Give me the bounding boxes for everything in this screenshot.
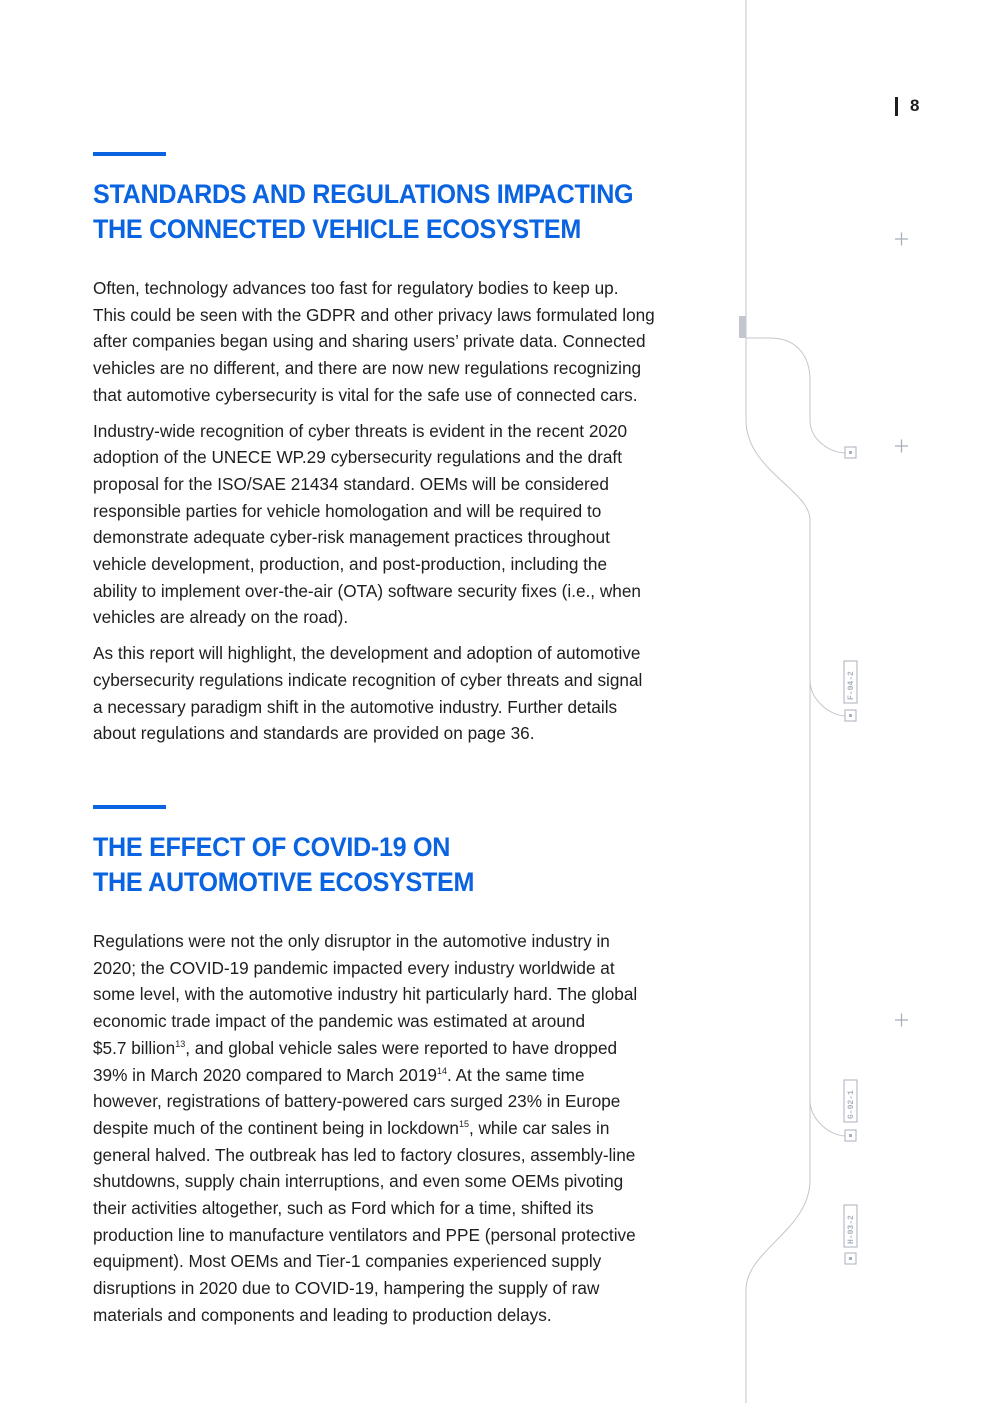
section-2-accent-bar bbox=[93, 805, 166, 809]
plus-icon bbox=[895, 1014, 908, 1027]
text-line: ability to implement over-the-air (OTA) software security fixes (i.e., when bbox=[93, 580, 641, 601]
text-segment: , and global vehicle sales were reported to have dropped bbox=[185, 1037, 618, 1058]
label-tag-h032 bbox=[844, 1205, 857, 1247]
text-line: however, registrations of battery-powered cars surged 23% in Europe bbox=[93, 1091, 621, 1112]
text-line: economic trade impact of the pandemic was estimated at around bbox=[93, 1011, 586, 1032]
text-line bbox=[93, 1035, 705, 1062]
text-line: Regulations were not the only disruptor in the automotive industry in bbox=[93, 931, 610, 951]
section-2-title-line: THE EFFECT OF COVID-19 ON bbox=[93, 832, 451, 862]
svg-text:F-04-2: F-04-2 bbox=[847, 671, 856, 700]
text-line: Often, technology advances too fast for regulatory bodies to keep up. bbox=[93, 278, 619, 298]
plus-icon bbox=[895, 233, 908, 246]
circuit-line-main bbox=[746, 0, 810, 1403]
connector-node-icon bbox=[845, 710, 856, 721]
section-1-body bbox=[93, 275, 705, 756]
section-1-title-line: THE CONNECTED VEHICLE ECOSYSTEM bbox=[93, 214, 582, 244]
label-tag-f042 bbox=[844, 661, 857, 703]
text-line: about regulations and standards are provided on page 36. bbox=[93, 723, 535, 744]
text-line: This could be seen with the GDPR and other privacy laws formulated long bbox=[93, 304, 655, 325]
text-line: cybersecurity regulations indicate recognition of cyber threats and signal bbox=[93, 669, 643, 690]
circuit-line-branch-1 bbox=[746, 338, 846, 453]
section-2-paragraph-1 bbox=[93, 928, 705, 1329]
text-line: a necessary paradigm shift in the automotive industry. Further details bbox=[93, 696, 618, 717]
section-1-title-line: STANDARDS AND REGULATIONS IMPACTING bbox=[93, 179, 634, 209]
text-segment: 39% in March 2020 compared to March 2019 bbox=[93, 1064, 437, 1085]
footnote-ref-13: 13 bbox=[175, 1038, 186, 1049]
label-tag-g021 bbox=[844, 1080, 857, 1122]
text-segment: , while car sales in bbox=[468, 1117, 610, 1138]
circuit-line-branch-3 bbox=[810, 1100, 846, 1136]
text-line: production line to manufacture ventilators and PPE (personal protective bbox=[93, 1224, 636, 1245]
text-segment: despite much of the continent being in lockdown bbox=[93, 1117, 459, 1138]
text-line: vehicles are no different, and there are now new regulations recognizing bbox=[93, 358, 642, 379]
svg-text:G-02-1: G-02-1 bbox=[847, 1090, 856, 1119]
text-line: As this report will highlight, the development and adoption of automotive bbox=[93, 643, 641, 664]
text-line: materials and components and leading to production delays. bbox=[93, 1304, 552, 1325]
text-segment: . At the same time bbox=[446, 1064, 585, 1085]
text-line bbox=[93, 1115, 705, 1142]
section-1-accent-bar bbox=[93, 152, 166, 156]
text-line: demonstrate adequate cyber-risk management practices throughout bbox=[93, 527, 610, 548]
connector-node-icon bbox=[845, 1253, 856, 1264]
section-2-body bbox=[93, 928, 705, 1338]
circuit-line-branch-2 bbox=[810, 680, 846, 716]
plus-icon bbox=[895, 440, 908, 453]
text-line: vehicles are already on the road). bbox=[93, 607, 349, 628]
text-line: some level, with the automotive industry hit particularly hard. The global bbox=[93, 984, 638, 1005]
text-line bbox=[93, 1062, 705, 1089]
section-1-title bbox=[93, 177, 633, 247]
text-line: responsible parties for vehicle homologation and will be required to bbox=[93, 500, 602, 521]
text-line: 2020; the COVID-19 pandemic impacted every industry worldwide at bbox=[93, 957, 615, 978]
text-segment: $5.7 billion bbox=[93, 1037, 176, 1058]
page-number-marker bbox=[895, 97, 898, 116]
text-line: adoption of the UNECE WP.29 cybersecurity regulations and the draft bbox=[93, 447, 622, 468]
text-line: vehicle development, production, and post-production, including the bbox=[93, 554, 608, 575]
section-1-paragraph-1 bbox=[93, 275, 705, 409]
text-line: proposal for the ISO/SAE 21434 standard. OEMs will be considered bbox=[93, 473, 609, 494]
section-2-title bbox=[93, 830, 474, 900]
page-number-value: 8 bbox=[910, 96, 920, 115]
connector-node-icon bbox=[845, 1130, 856, 1141]
text-line: their activities altogether, such as Ford which for a time, shifted its bbox=[93, 1198, 594, 1219]
text-line: that automotive cybersecurity is vital for the safe use of connected cars. bbox=[93, 384, 638, 405]
circuit-tab bbox=[739, 316, 746, 338]
text-line: equipment). Most OEMs and Tier-1 companies experienced supply bbox=[93, 1251, 602, 1272]
section-1-paragraph-3 bbox=[93, 640, 705, 747]
footnote-ref-15: 15 bbox=[458, 1118, 469, 1129]
connector-node-icon bbox=[845, 447, 856, 458]
text-line: shutdowns, supply chain interruptions, and even some OEMs pivoting bbox=[93, 1171, 624, 1192]
page-number bbox=[895, 96, 919, 116]
section-2-title-line: THE AUTOMOTIVE ECOSYSTEM bbox=[93, 867, 475, 897]
svg-text:H-03-2: H-03-2 bbox=[847, 1215, 856, 1244]
text-line: Industry-wide recognition of cyber threats is evident in the recent 2020 bbox=[93, 420, 628, 441]
text-line: general halved. The outbreak has led to factory closures, assembly-line bbox=[93, 1144, 636, 1165]
section-1-paragraph-2 bbox=[93, 418, 705, 632]
text-line: disruptions in 2020 due to COVID-19, hampering the supply of raw bbox=[93, 1278, 600, 1299]
text-line: after companies began using and sharing users’ private data. Connected bbox=[93, 331, 646, 352]
footnote-ref-14: 14 bbox=[436, 1065, 447, 1076]
